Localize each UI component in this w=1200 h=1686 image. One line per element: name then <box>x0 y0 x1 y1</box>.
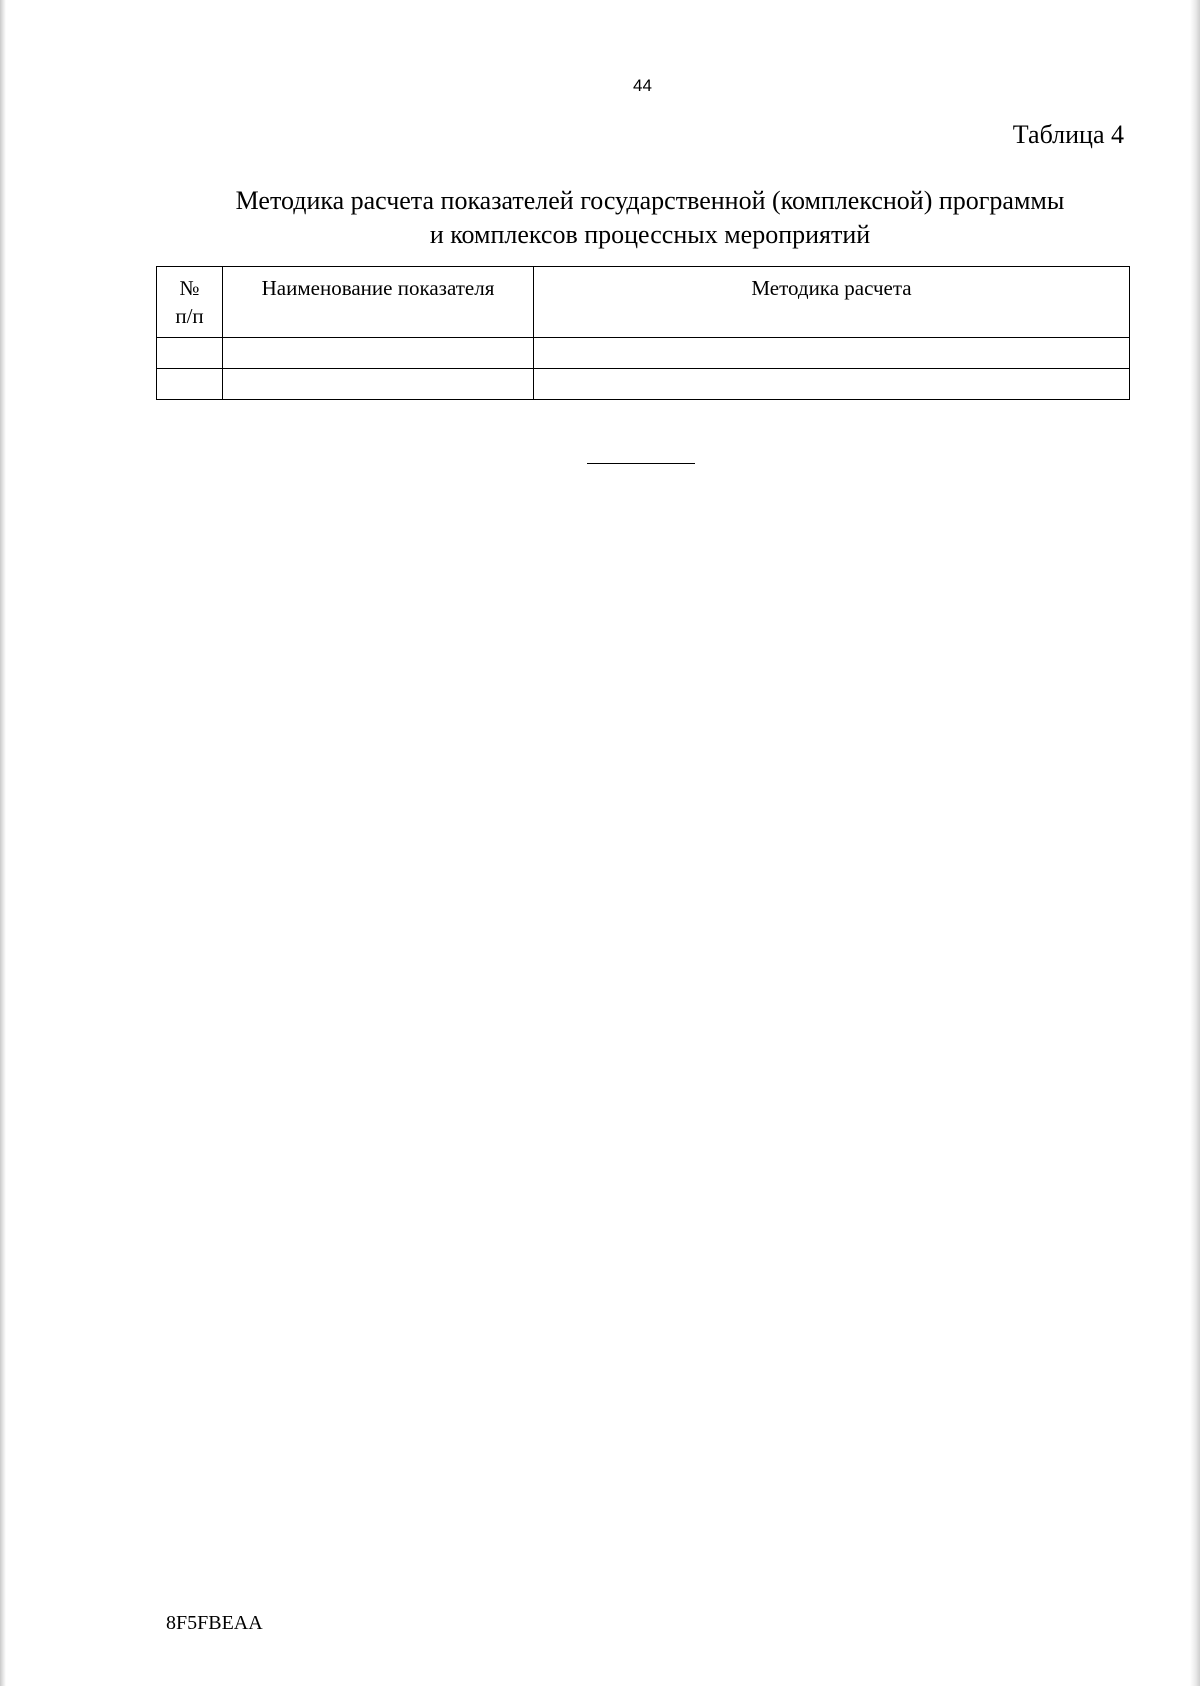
document-title-line-2: и комплексов процессных мероприятий <box>429 220 871 249</box>
table-cell <box>157 369 223 400</box>
table-cell <box>534 369 1130 400</box>
method-table <box>156 266 1130 400</box>
table-cell <box>223 338 534 369</box>
table-cell <box>157 338 223 369</box>
document-code: 8F5FBEAA <box>166 1612 263 1634</box>
table-cell <box>534 338 1130 369</box>
header-indicator-name: Наименование показателя <box>223 267 534 338</box>
header-number-abbrev: п/п <box>175 304 204 328</box>
document-title <box>150 184 1150 252</box>
document-title-line-1: Методика расчета показателей государственной (комплексной) программы <box>235 186 1065 215</box>
end-of-content-rule <box>587 463 695 464</box>
table-row <box>157 338 1130 369</box>
header-number-symbol: № <box>179 276 200 300</box>
scan-edge-left <box>0 0 6 1686</box>
header-calculation-method: Методика расчета <box>534 267 1130 338</box>
table-cell <box>223 369 534 400</box>
scan-edge-right <box>1190 0 1200 1686</box>
table-caption: Таблица 4 <box>1012 120 1124 149</box>
table-row <box>157 369 1130 400</box>
header-number <box>157 267 223 338</box>
page-number: 44 <box>633 76 652 95</box>
table-header-row <box>157 267 1130 338</box>
